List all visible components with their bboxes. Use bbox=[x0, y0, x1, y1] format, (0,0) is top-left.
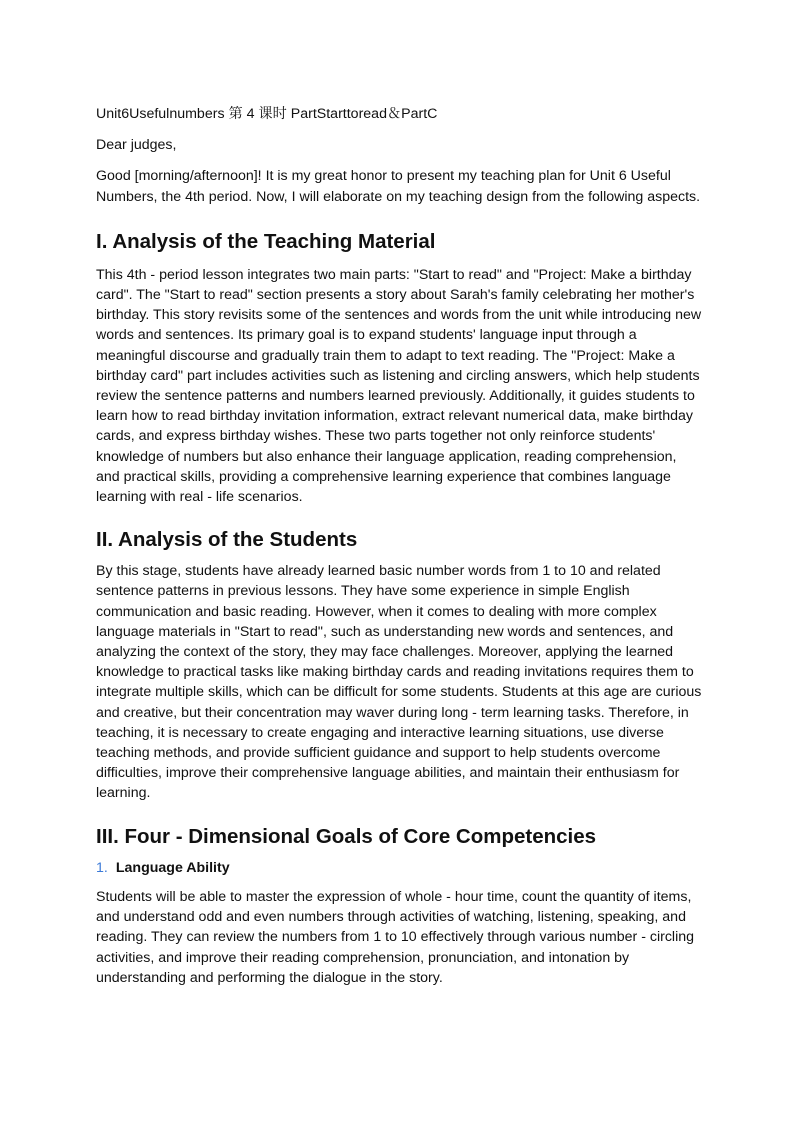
greeting: Dear judges, bbox=[96, 137, 177, 154]
section-heading-goals: III. Four - Dimensional Goals of Core Competencies bbox=[96, 824, 597, 848]
section-heading-students: II. Analysis of the Students bbox=[96, 528, 358, 552]
intro-paragraph: Good [morning/afternoon]! It is my great honor to present my teaching plan for Unit 6 Useful Numbers, the 4th period. Now, I will elaborate on my teaching design from the following aspects. bbox=[96, 168, 701, 205]
subsection-label: Language Ability bbox=[115, 859, 230, 876]
section-heading-teaching-material: I. Analysis of the Teaching Material bbox=[96, 229, 436, 253]
subsection-body-language-ability: Students will be able to master the expression of whole - hour time, count the quantity of items, and understand odd and even numbers through activities of watching, listening, speaking, and reading. They can review the numbers from 1 to 10 effectively through various number - circling activities, and improve their reading comprehension, pronunciation, and intonation by understanding and performing the dialogue in the story. bbox=[96, 888, 695, 986]
section-body-students: By this stage, students have already learned basic number words from 1 to 10 and related sentence patterns in previous lessons. They have some experience in simple English communication and basic reading. However, when it comes to dealing with more complex language materials in "Start to read", such as understanding new words and sentences, and analyzing the context of the story, they may face challenges. Moreover, applying the learned knowledge to practical tasks like making birthday cards and reading invitations requires them to integrate multiple skills, which can be difficult for some students. Students at this age are curious and creative, but their concentration may waver during long - term learning tasks. Therefore, in teaching, it is necessary to create engaging and interactive learning situations, use diverse teaching methods, and provide sufficient guidance and support to help students overcome difficulties, improve their comprehensive language abilities, and maintain their enthusiasm for learning. bbox=[96, 563, 702, 802]
section-body-teaching-material: This 4th - period lesson integrates two main parts: "Start to read" and "Project: Make a birthday card". The "Start to read" section presents a story about Sarah's family celebrating her mother's birthday. This story revisits some of the sentences and words from the unit while introducing new words and sentences. Its primary goal is to expand students' language input through a meaningful discourse and gradually train them to adapt to text reading. The "Project: Make a birthday card" part includes activities such as listening and circling answers, which help students review the sentence patterns and numbers learned previously. Additionally, it guides students to learn how to read birthday invitation information, extract relevant numerical data, make birthday cards, and express birthday wishes. These two parts together not only reinforce students' knowledge of numbers but also enhance their language application, reading comprehension, and practical skills, providing a comprehensive learning experience that combines language learning with real - life scenarios. bbox=[96, 266, 702, 506]
list-number: 1. bbox=[96, 859, 108, 876]
subsection-heading-language-ability bbox=[96, 858, 703, 878]
document-title-line: Unit6Usefulnumbers 第 4 课时 PartStarttoread＆PartC bbox=[96, 106, 438, 122]
